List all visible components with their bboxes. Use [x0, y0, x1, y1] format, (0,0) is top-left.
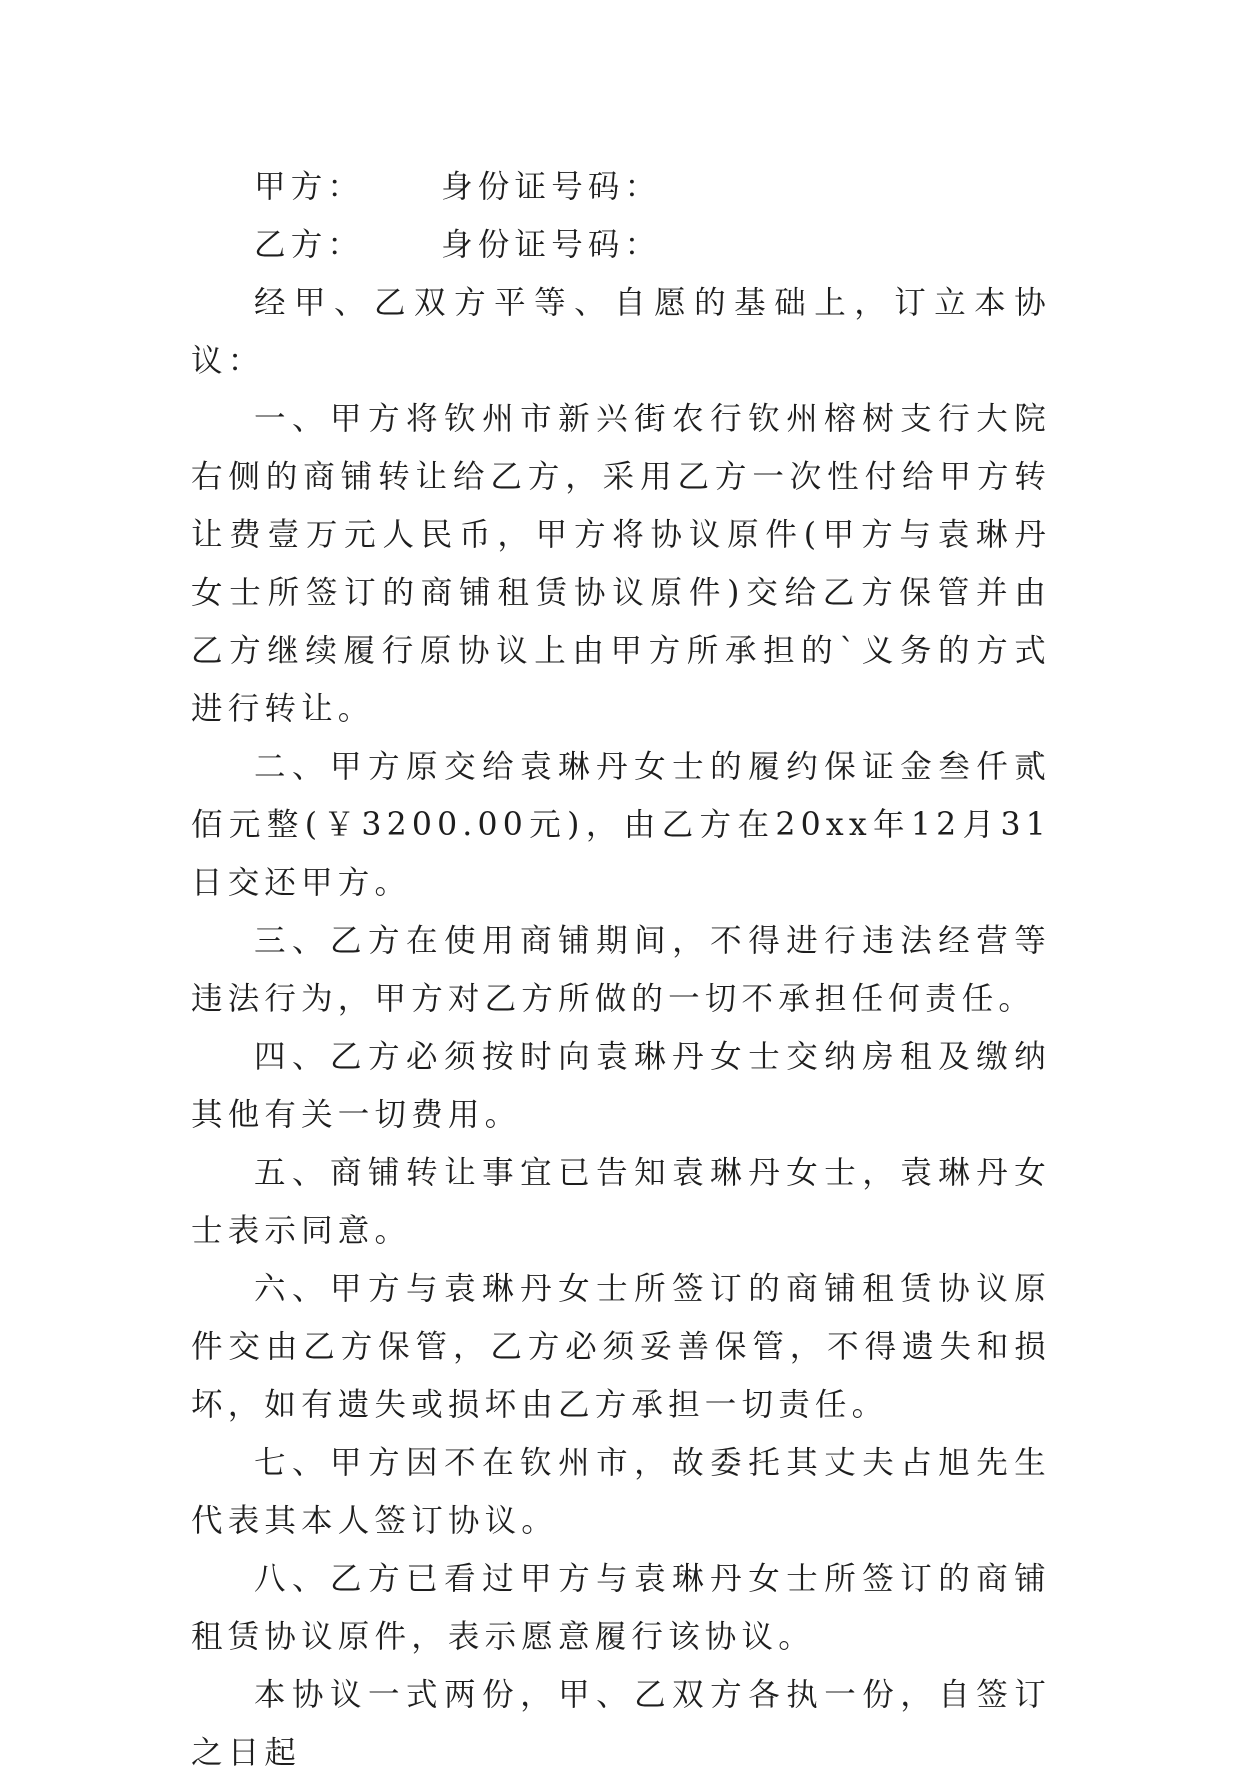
preamble-paragraph: 经甲、乙双方平等、自愿的基础上，订立本协议： [191, 285, 1051, 379]
party-a-line [191, 158, 1051, 216]
clause-3-paragraph: 三、乙方在使用商铺期间，不得进行违法经营等违法行为，甲方对乙方所做的一切不承担任何责任。 [191, 923, 1051, 1017]
clause-5-paragraph: 五、商铺转让事宜已告知袁琳丹女士，袁琳丹女士表示同意。 [191, 1155, 1051, 1249]
party-a-label: 甲方： [254, 169, 365, 205]
clause-1-paragraph: 一、甲方将钦州市新兴街农行钦州榕树支行大院右侧的商铺转让给乙方，采用乙方一次性付给甲方转让费壹万元人民币，甲方将协议原件(甲方与袁琳丹女士所签订的商铺租赁协议原件)交给乙方保管并由乙方继续履行原协议上由甲方所承担的`义务的方式进行转让。 [191, 401, 1051, 727]
party-a-id-label: 身份证号码： [441, 169, 662, 205]
clause-7-paragraph: 七、甲方因不在钦州市，故委托其丈夫占旭先生代表其本人签订协议。 [191, 1445, 1051, 1539]
closing-paragraph: 本协议一式两份，甲、乙双方各执一份，自签订之日起 [191, 1677, 1051, 1771]
party-b-label: 乙方： [254, 227, 365, 263]
party-b-line [191, 216, 1051, 274]
clause-6-paragraph: 六、甲方与袁琳丹女士所签订的商铺租赁协议原件交由乙方保管，乙方必须妥善保管，不得遗失和损坏，如有遗失或损坏由乙方承担一切责任。 [191, 1271, 1051, 1423]
party-b-id-label: 身份证号码： [441, 227, 662, 263]
clause-8-paragraph: 八、乙方已看过甲方与袁琳丹女士所签订的商铺租赁协议原件，表示愿意履行该协议。 [191, 1561, 1051, 1655]
clause-2-paragraph: 二、甲方原交给袁琳丹女士的履约保证金叁仟贰佰元整(￥3200.00元)，由乙方在20xx年12月31日交还甲方。 [191, 749, 1051, 901]
clause-4-paragraph: 四、乙方必须按时向袁琳丹女士交纳房租及缴纳其他有关一切费用。 [191, 1039, 1051, 1133]
document-body [191, 158, 1051, 1782]
